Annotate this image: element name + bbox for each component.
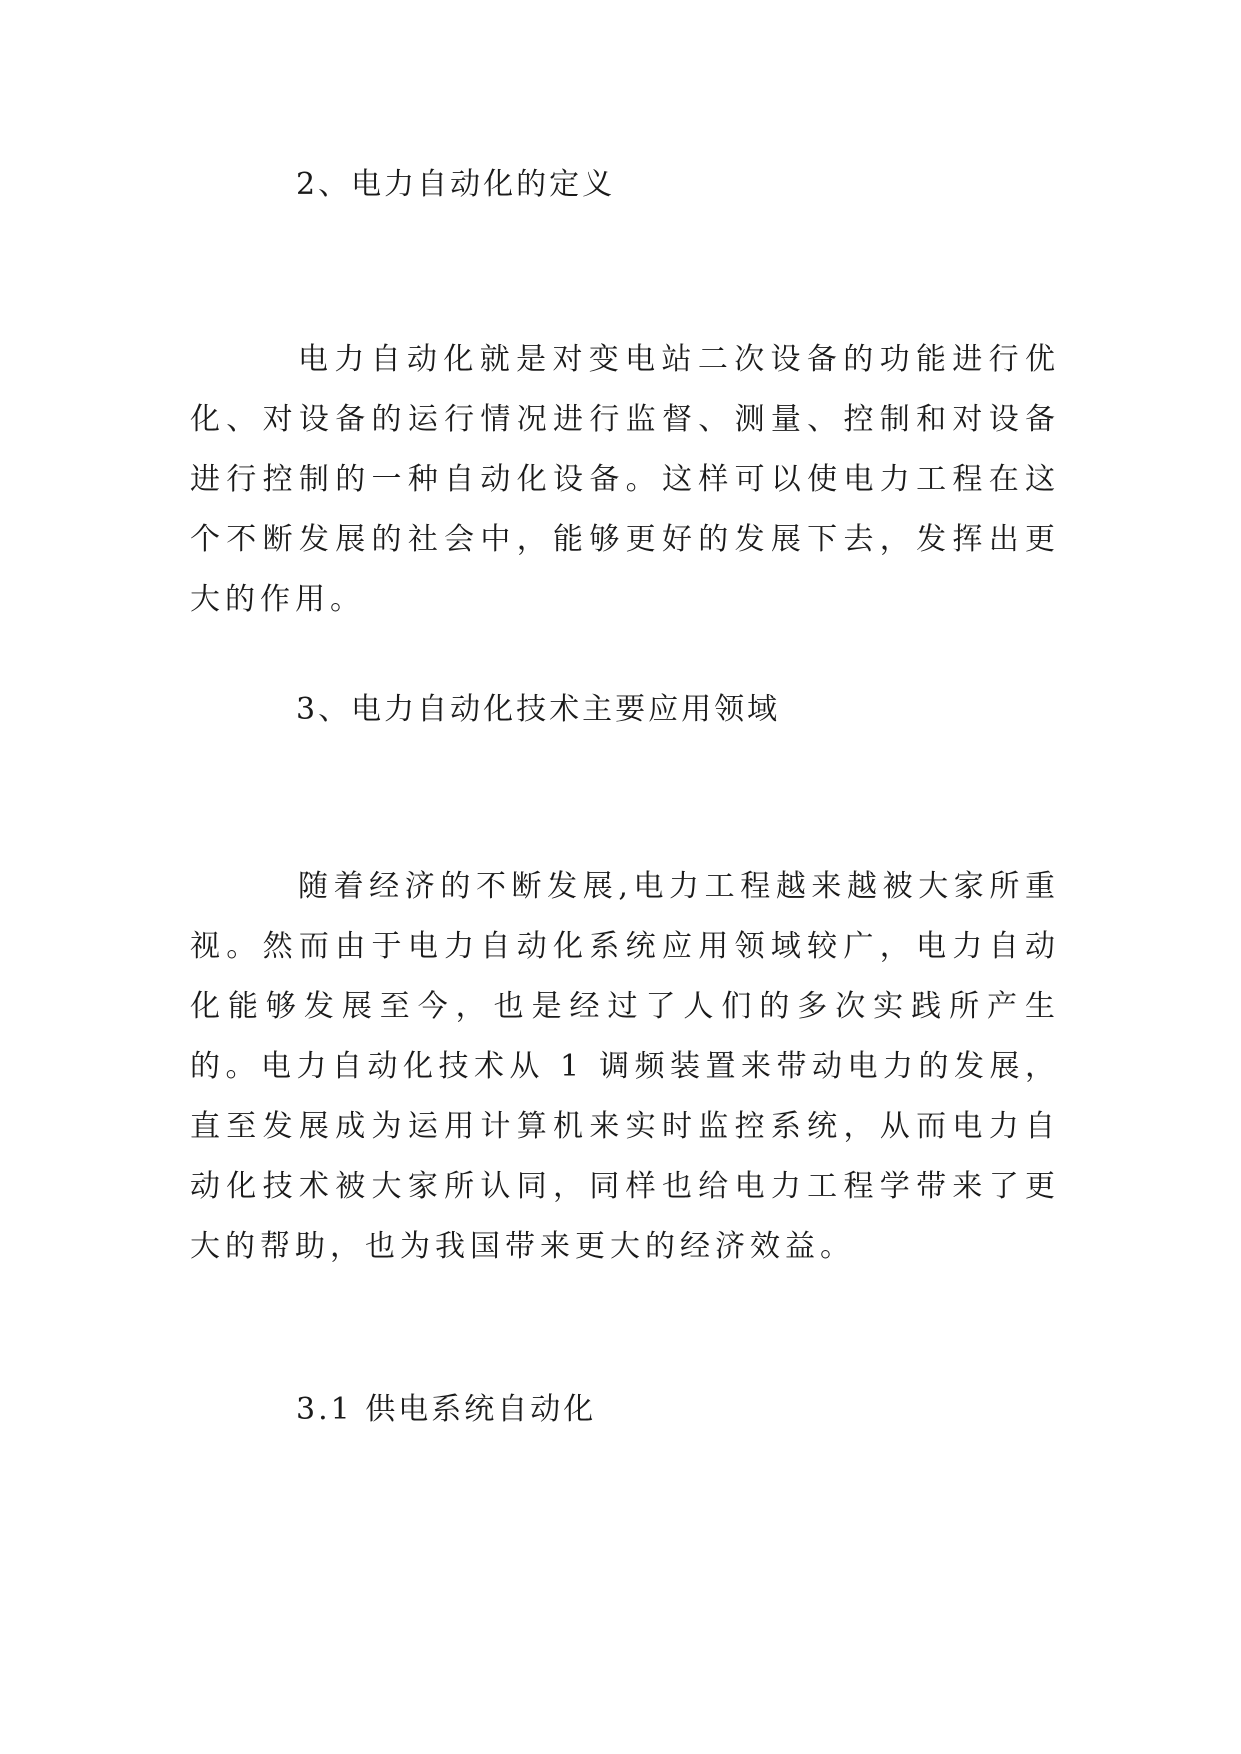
paragraph-definition: 电力自动化就是对变电站二次设备的功能进行优化、对设备的运行情况进行监督、测量、控制和对设备进行控制的一种自动化设备。这样可以使电力工程在这个不断发展的社会中，能够更好的发展下去，发挥出更大的作用。 (190, 342, 1060, 617)
paragraph-application-fields: 随着经济的不断发展,电力工程越来越被大家所重视。然而由于电力自动化系统应用领域较广，电力自动化能够发展至今，也是经过了人们的多次实践所产生的。电力自动化技术从 1 调频装置来带动电力的发展，直至发展成为运用计算机来实时监控系统，从而电力自动化技术被大家所认同，同样也给电力工程学带来了更大的帮助，也为我国带来更大的经济效益。 (190, 869, 1060, 1264)
section-heading-application-fields: 3、电力自动化技术主要应用领域 (296, 692, 781, 727)
subsection-heading-power-supply: 3.1 供电系统自动化 (296, 1392, 597, 1427)
section-heading-definition: 2、电力自动化的定义 (296, 167, 616, 202)
